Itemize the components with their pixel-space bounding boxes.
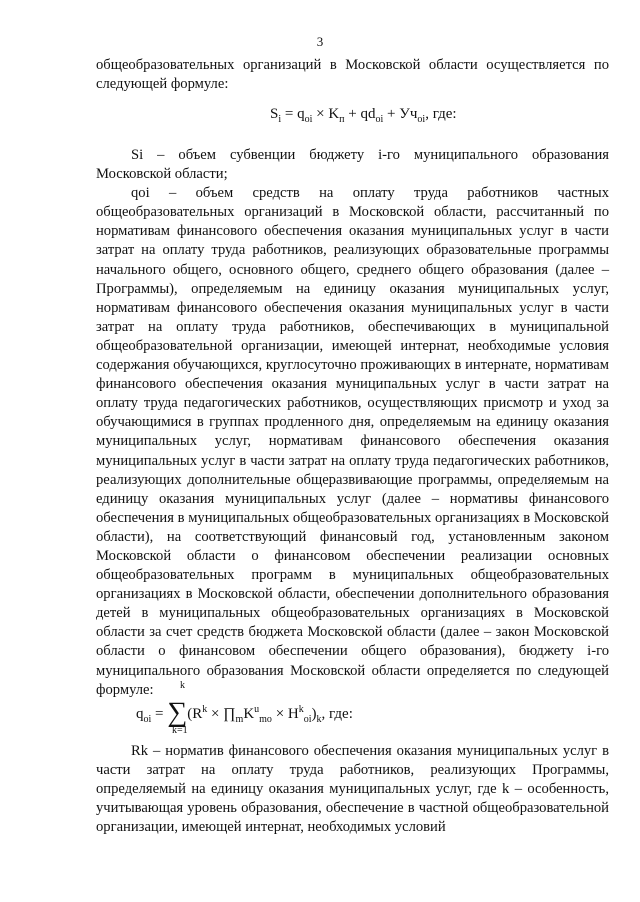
f2-k-sub: mo	[259, 714, 272, 725]
f1-k-sub: п	[339, 114, 345, 125]
f2-h-sup: k	[298, 704, 304, 715]
definitions-block	[96, 146, 609, 700]
definition-s: Si – объем субвенции бюджету i-го муниципального образования Московской области;	[96, 147, 609, 183]
f2-tail: , где:	[321, 706, 353, 722]
definition-r-block	[96, 742, 609, 837]
f2-lhs: q	[136, 706, 144, 722]
f1-uch-sub: oi	[417, 114, 426, 125]
f1-tail: , где:	[425, 106, 457, 122]
formula-subvention	[270, 106, 457, 125]
f2-k-sup: u	[254, 704, 260, 715]
f2-eq: =	[151, 706, 168, 722]
f1-plus2: + Уч	[383, 106, 418, 122]
sigma-symbol: ∑	[167, 697, 188, 728]
f2-h-sub: oi	[303, 714, 312, 725]
f2-close: )	[311, 706, 317, 722]
f2-close-sub: k	[316, 714, 322, 725]
f2-prod-sub: m	[235, 714, 244, 725]
f2-upper-limit: k	[180, 680, 185, 691]
definition-q: qoi – объем средств на оплату труда работников частных общеобразовательных организаций в Московской области, рассчитанный по нормативам финансового обеспечения оказания муниципальных услуг в части затрат на оплату труда работников, реализующих образовательные программы начального общего, основного общего, среднего общего образования (далее – Программы), определяемым на единицу оказания муниципальных услуг, нормативам финансового обеспечения оказания муниципальных услуг в части затрат на оплату труда работников, обеспечивающих в муниципальной общеобразовательной организации, имеющей интернат, необходимые условия содержания обучающихся, круглосуточно проживающих в интернате, нормативам финансового обеспечения оказания муниципальных услуг в части затрат на оплату труда педагогических работников, осуществляющих присмотр и уход за обучающимися в группах продленного дня, определяемым на единицу оказания муниципальных услуг, нормативам финансового обеспечения оказания муниципальных услуг в части затрат на оплату труда педагогических работников, реализующих дополнительные общеразвивающие программы, определяемым на единицу оказания муниципальных услуг (далее – нормативы финансового обеспечения в муниципальных общеобразовательных организациях в Московской области), на соответствующий финансовый год, установленным законом Московской области о финансовом обеспечении реализации основных общеобразовательных программ в муниципальных общеобразовательных организациях в Московской области, обеспечении дополнительного образования детей в муниципальных общеобразовательных организациях в Московской области за счет средств бюджета Московской области (далее – закон Московской области о финансовом обеспечении общего образования), бюджету i-го муниципального образования Московской области определяется по следующей формуле:	[96, 185, 609, 698]
f1-lhs-sub: i	[278, 114, 282, 125]
f2-times2: × H	[271, 706, 299, 722]
f2-lower-limit: k=1	[172, 725, 188, 736]
f2-r-sup: k	[202, 704, 208, 715]
intro-paragraph	[96, 56, 609, 94]
f1-qd-sub: oi	[375, 114, 384, 125]
f2-times1: × ∏	[207, 706, 236, 722]
page-number: 3	[316, 34, 324, 49]
f2-k: K	[243, 706, 255, 722]
f2-lhs-sub: oi	[143, 714, 152, 725]
f1-plus1: + qd	[344, 106, 376, 122]
f1-times: × K	[312, 106, 340, 122]
f1-lhs: S	[270, 106, 279, 122]
formula-q	[136, 680, 396, 740]
f2-open: (R	[187, 706, 203, 722]
definition-r: Rk – норматив финансового обеспечения оказания муниципальных услуг в части затрат на оплату труда работников, реализующих Программы, определяемый на единицу оказания муниципальных услуг, где k – особенность, учитывающая уровень образования, обеспечение в частной общеобразовательной организации, имеющей интернат, необходимых условий	[96, 743, 609, 836]
intro-text: общеобразовательных организаций в Московской области осуществляется по следующей формуле:	[96, 57, 609, 93]
f1-eq: = q	[281, 106, 305, 122]
f1-q-sub: oi	[304, 114, 313, 125]
